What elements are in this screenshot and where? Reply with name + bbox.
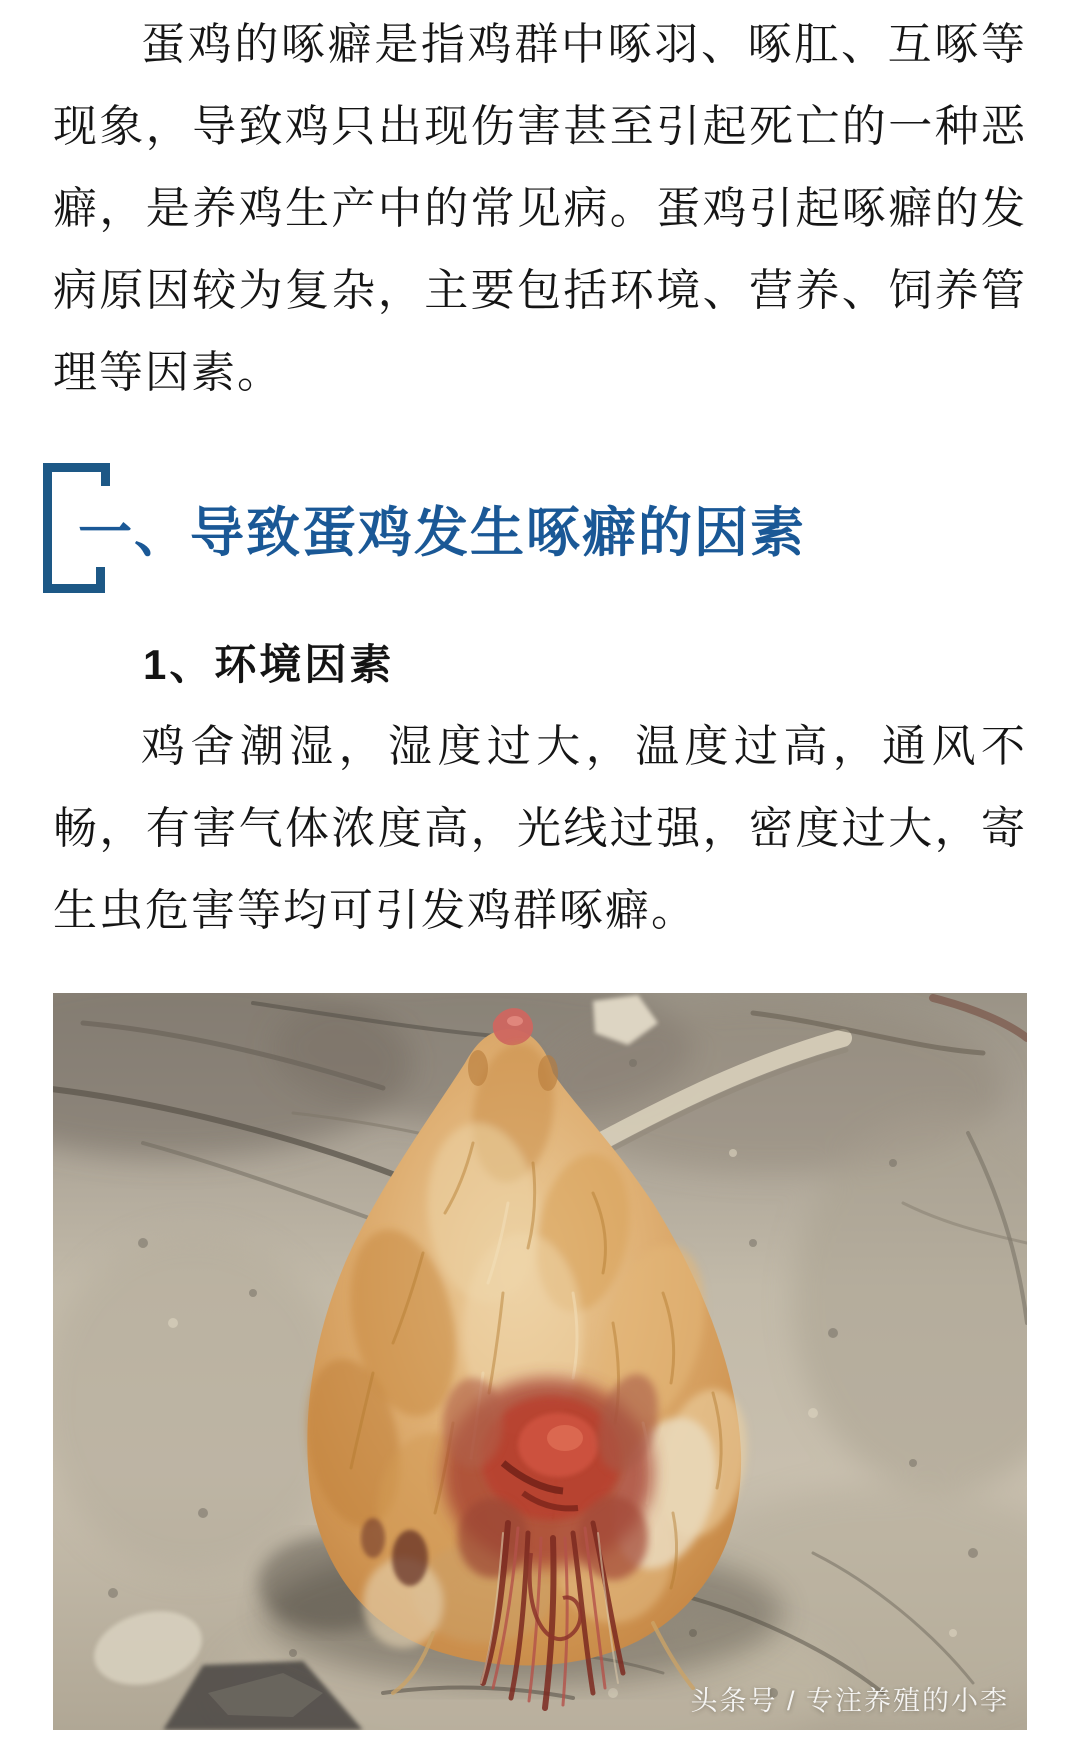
- section-title: 一、导致蛋鸡发生啄癖的因素: [78, 502, 806, 563]
- heading-bracket-decoration: [43, 463, 110, 593]
- injured-hen-illustration: [53, 993, 1027, 1730]
- subsection-title: 1、环境因素: [143, 641, 395, 688]
- injured-hen-photo[interactable]: [53, 993, 1027, 1730]
- intro-paragraph: 蛋鸡的啄癖是指鸡群中啄羽、啄肛、互啄等现象，导致鸡只出现伤害甚至引起死亡的一种恶癖，是养鸡生产中的常见病。蛋鸡引起啄癖的发病原因较为复杂，主要包括环境、营养、饲养管理等因素。: [53, 20, 1027, 397]
- section-heading-block: [53, 463, 1027, 593]
- photo-watermark: 头条号 / 专注养殖的小李: [690, 1686, 1009, 1716]
- environment-paragraph: 鸡舍潮湿，湿度过大，温度过高，通风不畅，有害气体浓度高，光线过强，密度过大，寄生虫危害等均可引发鸡群啄癖。: [53, 722, 1027, 935]
